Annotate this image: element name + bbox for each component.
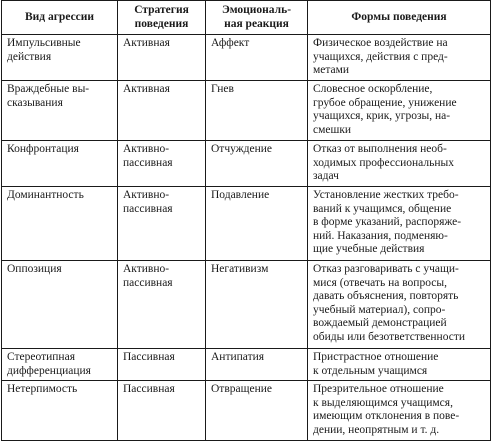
- cell-line: Активно-: [123, 263, 170, 275]
- cell-line: дифференциация: [7, 364, 91, 377]
- header-line: Стратегия: [134, 4, 189, 16]
- cell-line: Активно-: [123, 189, 170, 201]
- header-line: Эмоциональ-: [221, 4, 292, 16]
- header-line: поведения: [134, 17, 189, 30]
- table-row: [2, 349, 491, 381]
- cell-behavior-strategy: [118, 349, 206, 381]
- cell-line: ваний к учащимся, общение: [313, 202, 452, 215]
- cell-line: грубое обращение, унижение: [313, 96, 457, 109]
- cell-behavior-strategy: [118, 35, 206, 81]
- cell-line: Пассивная: [123, 383, 175, 395]
- cell-emotional-reaction: [206, 35, 308, 81]
- cell-behavior-forms: [308, 261, 491, 349]
- cell-line: задач: [313, 170, 339, 182]
- cell-line: действия: [7, 50, 52, 63]
- cell-aggression-type: [2, 81, 118, 141]
- header-aggression-type: [2, 1, 118, 35]
- cell-line: Импульсивные: [7, 37, 81, 49]
- cell-line: Доминантность: [7, 189, 84, 201]
- cell-line: Антипатия: [211, 351, 265, 363]
- cell-line: давать объяснения, повторять: [313, 290, 459, 302]
- cell-line: Презрительное отношение: [313, 383, 444, 395]
- aggression-types-table: [1, 0, 491, 441]
- cell-line: пассивная: [123, 156, 173, 169]
- cell-emotional-reaction: [206, 81, 308, 141]
- cell-line: Конфронтация: [7, 143, 79, 155]
- cell-aggression-type: [2, 381, 118, 441]
- cell-line: имеющим отклонения в пове-: [313, 410, 460, 422]
- cell-line: Пристрастное отношение: [313, 351, 439, 363]
- cell-line: пассивная: [123, 276, 173, 289]
- cell-line: Отчуждение: [211, 143, 273, 155]
- cell-line: дении, неопрятным и т. д.: [313, 423, 440, 436]
- cell-line: сказывания: [7, 96, 63, 109]
- cell-line: ходимых профессиональных: [313, 156, 454, 169]
- cell-aggression-type: [2, 141, 118, 187]
- table-row: [2, 187, 491, 261]
- cell-behavior-strategy: [118, 81, 206, 141]
- cell-behavior-strategy: [118, 187, 206, 261]
- cell-line: в форме указаний, распоряже-: [313, 216, 462, 228]
- cell-aggression-type: [2, 349, 118, 381]
- cell-line: к выделяющимся учащимся,: [313, 396, 453, 409]
- header-line: Формы поведения: [351, 10, 447, 23]
- cell-line: Физическое воздействие на: [313, 37, 448, 49]
- header-behavior-strategy: [118, 1, 206, 35]
- cell-line: Пассивная: [123, 351, 175, 363]
- cell-behavior-forms: [308, 381, 491, 441]
- table-header: [2, 1, 491, 35]
- cell-behavior-strategy: [118, 261, 206, 349]
- cell-behavior-strategy: [118, 141, 206, 187]
- cell-behavior-forms: [308, 141, 491, 187]
- cell-line: Аффект: [211, 37, 250, 49]
- cell-line: Отвращение: [211, 383, 272, 395]
- cell-line: Враждебные вы-: [7, 83, 90, 95]
- cell-line: Нетерпимость: [7, 383, 78, 395]
- cell-line: Оппозиция: [7, 263, 62, 275]
- cell-line: пассивная: [123, 202, 173, 215]
- cell-line: учебный материал), сопро-: [313, 303, 446, 316]
- header-behavior-forms: [308, 1, 491, 35]
- cell-emotional-reaction: [206, 261, 308, 349]
- cell-line: ний. Наказания, подменяю-: [313, 229, 448, 242]
- cell-behavior-forms: [308, 187, 491, 261]
- cell-aggression-type: [2, 187, 118, 261]
- cell-line: учащихся, крик, угрозы, на-: [313, 110, 451, 122]
- header-emotional-reaction: [206, 1, 308, 35]
- cell-emotional-reaction: [206, 349, 308, 381]
- cell-line: Установление жестких требо-: [313, 189, 459, 201]
- cell-line: Активно-: [123, 143, 170, 155]
- cell-behavior-forms: [308, 35, 491, 81]
- table-row: [2, 381, 491, 441]
- header-row: [2, 1, 491, 35]
- header-line: Вид агрессии: [24, 10, 95, 23]
- cell-behavior-forms: [308, 349, 491, 381]
- cell-line: Отказ разговаривать с учащи-: [313, 263, 459, 275]
- cell-behavior-forms: [308, 81, 491, 141]
- cell-line: к отдельным учащимся: [313, 364, 428, 377]
- cell-aggression-type: [2, 35, 118, 81]
- cell-line: Гнев: [211, 83, 234, 95]
- cell-line: Словесное оскорбление,: [313, 83, 433, 95]
- cell-line: учащихся, действия с пред-: [313, 50, 448, 63]
- cell-line: щие учебные действия: [313, 243, 425, 255]
- cell-line: обиды или безответственности: [313, 330, 466, 343]
- table-row: [2, 261, 491, 349]
- cell-line: метами: [313, 64, 350, 76]
- cell-line: смешки: [313, 123, 352, 136]
- table-row: [2, 35, 491, 81]
- header-line: ная реакция: [224, 17, 289, 30]
- table-row: [2, 81, 491, 141]
- cell-line: Подавление: [211, 189, 270, 201]
- table-body: [2, 35, 491, 441]
- cell-behavior-strategy: [118, 381, 206, 441]
- cell-line: вождаемый демонстрацией: [313, 317, 447, 329]
- cell-line: Стереотипная: [7, 351, 75, 363]
- cell-line: Отказ от выполнения необ-: [313, 143, 447, 155]
- cell-emotional-reaction: [206, 381, 308, 441]
- cell-emotional-reaction: [206, 187, 308, 261]
- cell-line: Активная: [123, 37, 170, 49]
- cell-aggression-type: [2, 261, 118, 349]
- cell-line: мися (отвечать на вопросы,: [313, 276, 447, 289]
- cell-line: Активная: [123, 83, 170, 95]
- table-row: [2, 141, 491, 187]
- cell-emotional-reaction: [206, 141, 308, 187]
- cell-line: Негативизм: [211, 263, 269, 275]
